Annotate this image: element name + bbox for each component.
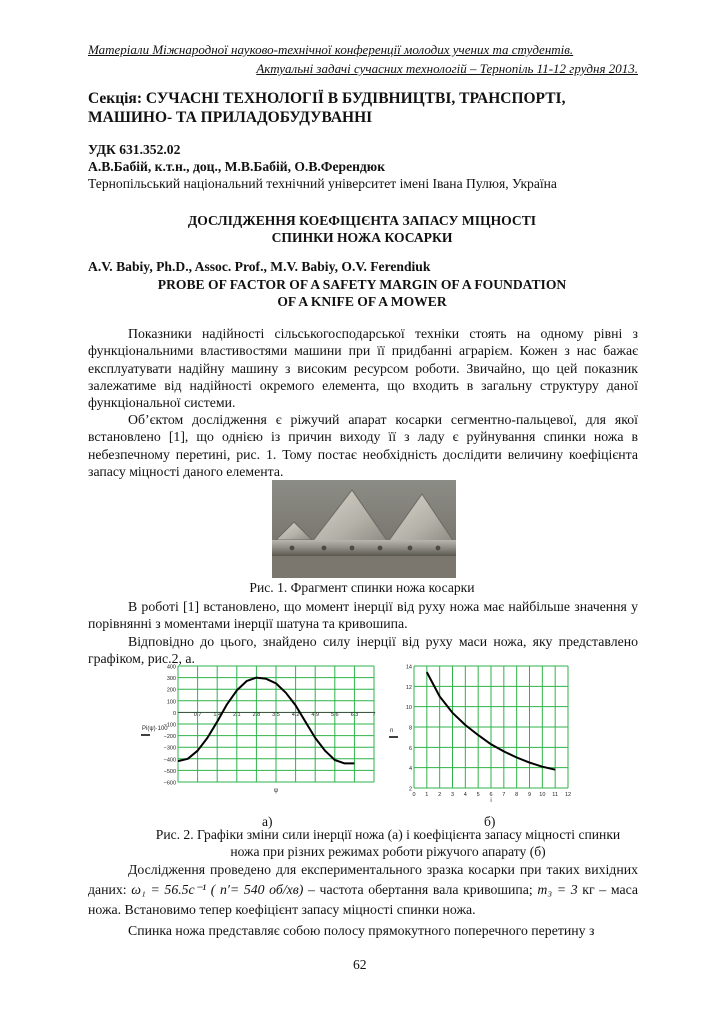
- figure-1-caption: Рис. 1. Фрагмент спинки ножа косарки: [249, 580, 475, 595]
- x-tick-label: 3.5: [272, 712, 280, 718]
- y-tick-label: 14: [405, 664, 412, 671]
- paragraph-3: В роботі [1] встановлено, що момент інерції від руху ножа має найбільше значення у порівнянні з моментами інерції шатуна та кривошипа.: [88, 599, 638, 632]
- x-tick-label: 10: [539, 792, 546, 798]
- x-tick-label: 4: [463, 792, 467, 798]
- y-tick-label: 0: [172, 710, 176, 717]
- paragraph-2: Об’єктом дослідження є ріжучий апарат косарки сегментно-пальцевої, для якої встановлено [1], що однією із причин виходу її з ладу є руйнування спинки ножа в небезпечному перетині, рис. 1. Тому постає необхідність дослідити величину коефіцієнта запасу міцності даного елемента.: [88, 412, 638, 479]
- running-header-line1: Матеріали Міжнародної науково-технічної конференції молодих учених та студентів.: [88, 42, 574, 57]
- affiliation: Тернопільський національний технічний університет імені Івана Пулюя, Україна: [88, 176, 557, 191]
- section-title-line1: СУЧАСНІ ТЕХНОЛОГІЇ В БУДІВНИЦТВІ, ТРАНСПОРТІ,: [145, 90, 566, 107]
- section-heading: [88, 89, 648, 127]
- y-tick-label: 2: [408, 786, 412, 793]
- x-tick-label: 5: [476, 792, 480, 798]
- y-tick-label: −100: [163, 722, 176, 729]
- title-en-line2: OF A KNIFE OF A MOWER: [277, 294, 447, 309]
- udk: УДК 631.352.02: [88, 142, 181, 157]
- series-line: [178, 678, 354, 764]
- paragraph-5: [88, 860, 638, 920]
- x-tick-label: 7: [502, 792, 506, 798]
- x-tick-label: 2: [438, 792, 442, 798]
- paragraph-5-tail2: кг – маса ножа. Встановимо тепер коефіцієнт запасу міцності спинки ножа.: [88, 882, 638, 917]
- figure-1-photo: [272, 480, 456, 578]
- y-tick-label: 100: [166, 699, 176, 706]
- x-tick-label: 3: [450, 792, 455, 798]
- y-tick-label: 200: [166, 687, 176, 694]
- y-tick-label: −600: [163, 780, 176, 787]
- authors-en: A.V. Babiy, Ph.D., Assoc. Prof., M.V. Babiy, O.V. Ferendiuk: [88, 259, 431, 274]
- title-ua: [88, 212, 636, 246]
- x-tick-label: 8: [515, 792, 519, 798]
- x-axis-label: i: [490, 798, 492, 802]
- chart-inertia-force: [140, 662, 380, 794]
- figure-2-caption-line1: Рис. 2. Графіки зміни сили інерції ножа (а) і коефіцієнта запасу міцності спинки: [155, 827, 621, 842]
- y-tick-label: −500: [163, 768, 176, 775]
- y-tick-label: 8: [408, 725, 412, 732]
- y-tick-label: 12: [405, 684, 412, 691]
- x-tick-label: 9: [527, 792, 532, 798]
- x-tick-label: 6.3: [350, 712, 359, 718]
- x-tick-label: 1.4: [213, 712, 222, 718]
- x-tick-label: 4.9: [311, 712, 320, 718]
- y-axis-label: Pi(ψ)·100: [142, 726, 168, 732]
- paragraph-5-tail: – частота обертання вала кривошипа;: [303, 882, 533, 897]
- x-tick-label: 11: [552, 792, 559, 798]
- title-en-line1: PROBE OF FACTOR OF A SAFETY MARGIN OF A FOUNDATION: [157, 277, 567, 292]
- y-axis-label: n: [390, 728, 394, 734]
- y-tick-label: 400: [166, 664, 176, 671]
- authors-ua: А.В.Бабій, к.т.н., доц., М.В.Бабій, О.В.Ферендюк: [88, 159, 386, 174]
- x-tick-label: 12: [564, 792, 572, 798]
- x-tick-label: 6: [489, 792, 493, 798]
- x-tick-label: 5.6: [330, 712, 339, 718]
- section-title-line2: МАШИНО- ТА ПРИЛАДОБУДУВАННІ: [88, 109, 373, 126]
- formula-omega: ω₁ = 56.5c⁻¹ ( n′= 540 об/хв): [131, 882, 304, 897]
- paragraph-1: Показники надійності сільськогосподарської техніки стоять на одному рівні з функціональними властивостями машини при її придбанні аграрієм. Кожен з нас бажає експлуатувати надійну машину з високим ресурсом роботи. Звичайно, що цей показник залежатиме від надійності окремого елемента, що входить в загальну структуру даної функціональної системи.: [88, 326, 638, 411]
- y-tick-label: −300: [163, 745, 176, 752]
- title-ua-line1: ДОСЛІДЖЕННЯ КОЕФІЦІЄНТА ЗАПАСУ МІЦНОСТІ: [187, 213, 537, 228]
- formula-mass: m₃ = 3: [537, 882, 578, 897]
- x-tick-label: 4.2: [291, 712, 300, 718]
- x-tick-label: 2.8: [252, 712, 261, 718]
- running-header-line2: Актуальні задачі сучасних технологій – Тернопіль 11-12 грудня 2013.: [256, 61, 638, 76]
- x-tick-label: 0.7: [193, 712, 202, 718]
- y-tick-label: 10: [405, 705, 412, 712]
- figure-2-caption: [88, 826, 688, 860]
- paragraph-6: Спинка ножа представляє собою полосу прямокутного поперечного перетину з: [128, 923, 595, 938]
- figure-2-caption-line2: ножа при різних режимах роботи ріжучого апарату (б): [230, 844, 546, 859]
- y-tick-label: 300: [166, 676, 176, 683]
- x-tick-label: 2.1: [232, 712, 241, 718]
- paragraph-4: Відповідно до цього, знайдено силу інерції від руху маси ножа, яку представлено графіком, рис.2, а.: [88, 634, 638, 667]
- paragraph-5-text: Дослідження проведено для експериментального зразка косарки при таких вихідних даних:: [88, 862, 638, 897]
- section-prefix: Секція:: [88, 90, 146, 107]
- x-tick-label: 0: [412, 792, 416, 798]
- title-en: [88, 276, 636, 310]
- y-tick-label: −200: [163, 734, 176, 741]
- y-tick-label: 6: [408, 745, 412, 752]
- page-number: 62: [353, 957, 367, 972]
- title-ua-line2: СПИНКИ НОЖА КОСАРКИ: [271, 230, 453, 245]
- chart-safety-factor: [384, 662, 584, 802]
- panel-b-label: б): [484, 814, 496, 829]
- x-axis-label: ψ: [273, 788, 279, 794]
- panel-a-label: а): [262, 814, 273, 829]
- x-tick-label: 1: [425, 792, 429, 798]
- y-tick-label: 4: [408, 766, 412, 773]
- x-tick-label: 7: [372, 712, 376, 718]
- y-tick-label: −400: [163, 757, 176, 764]
